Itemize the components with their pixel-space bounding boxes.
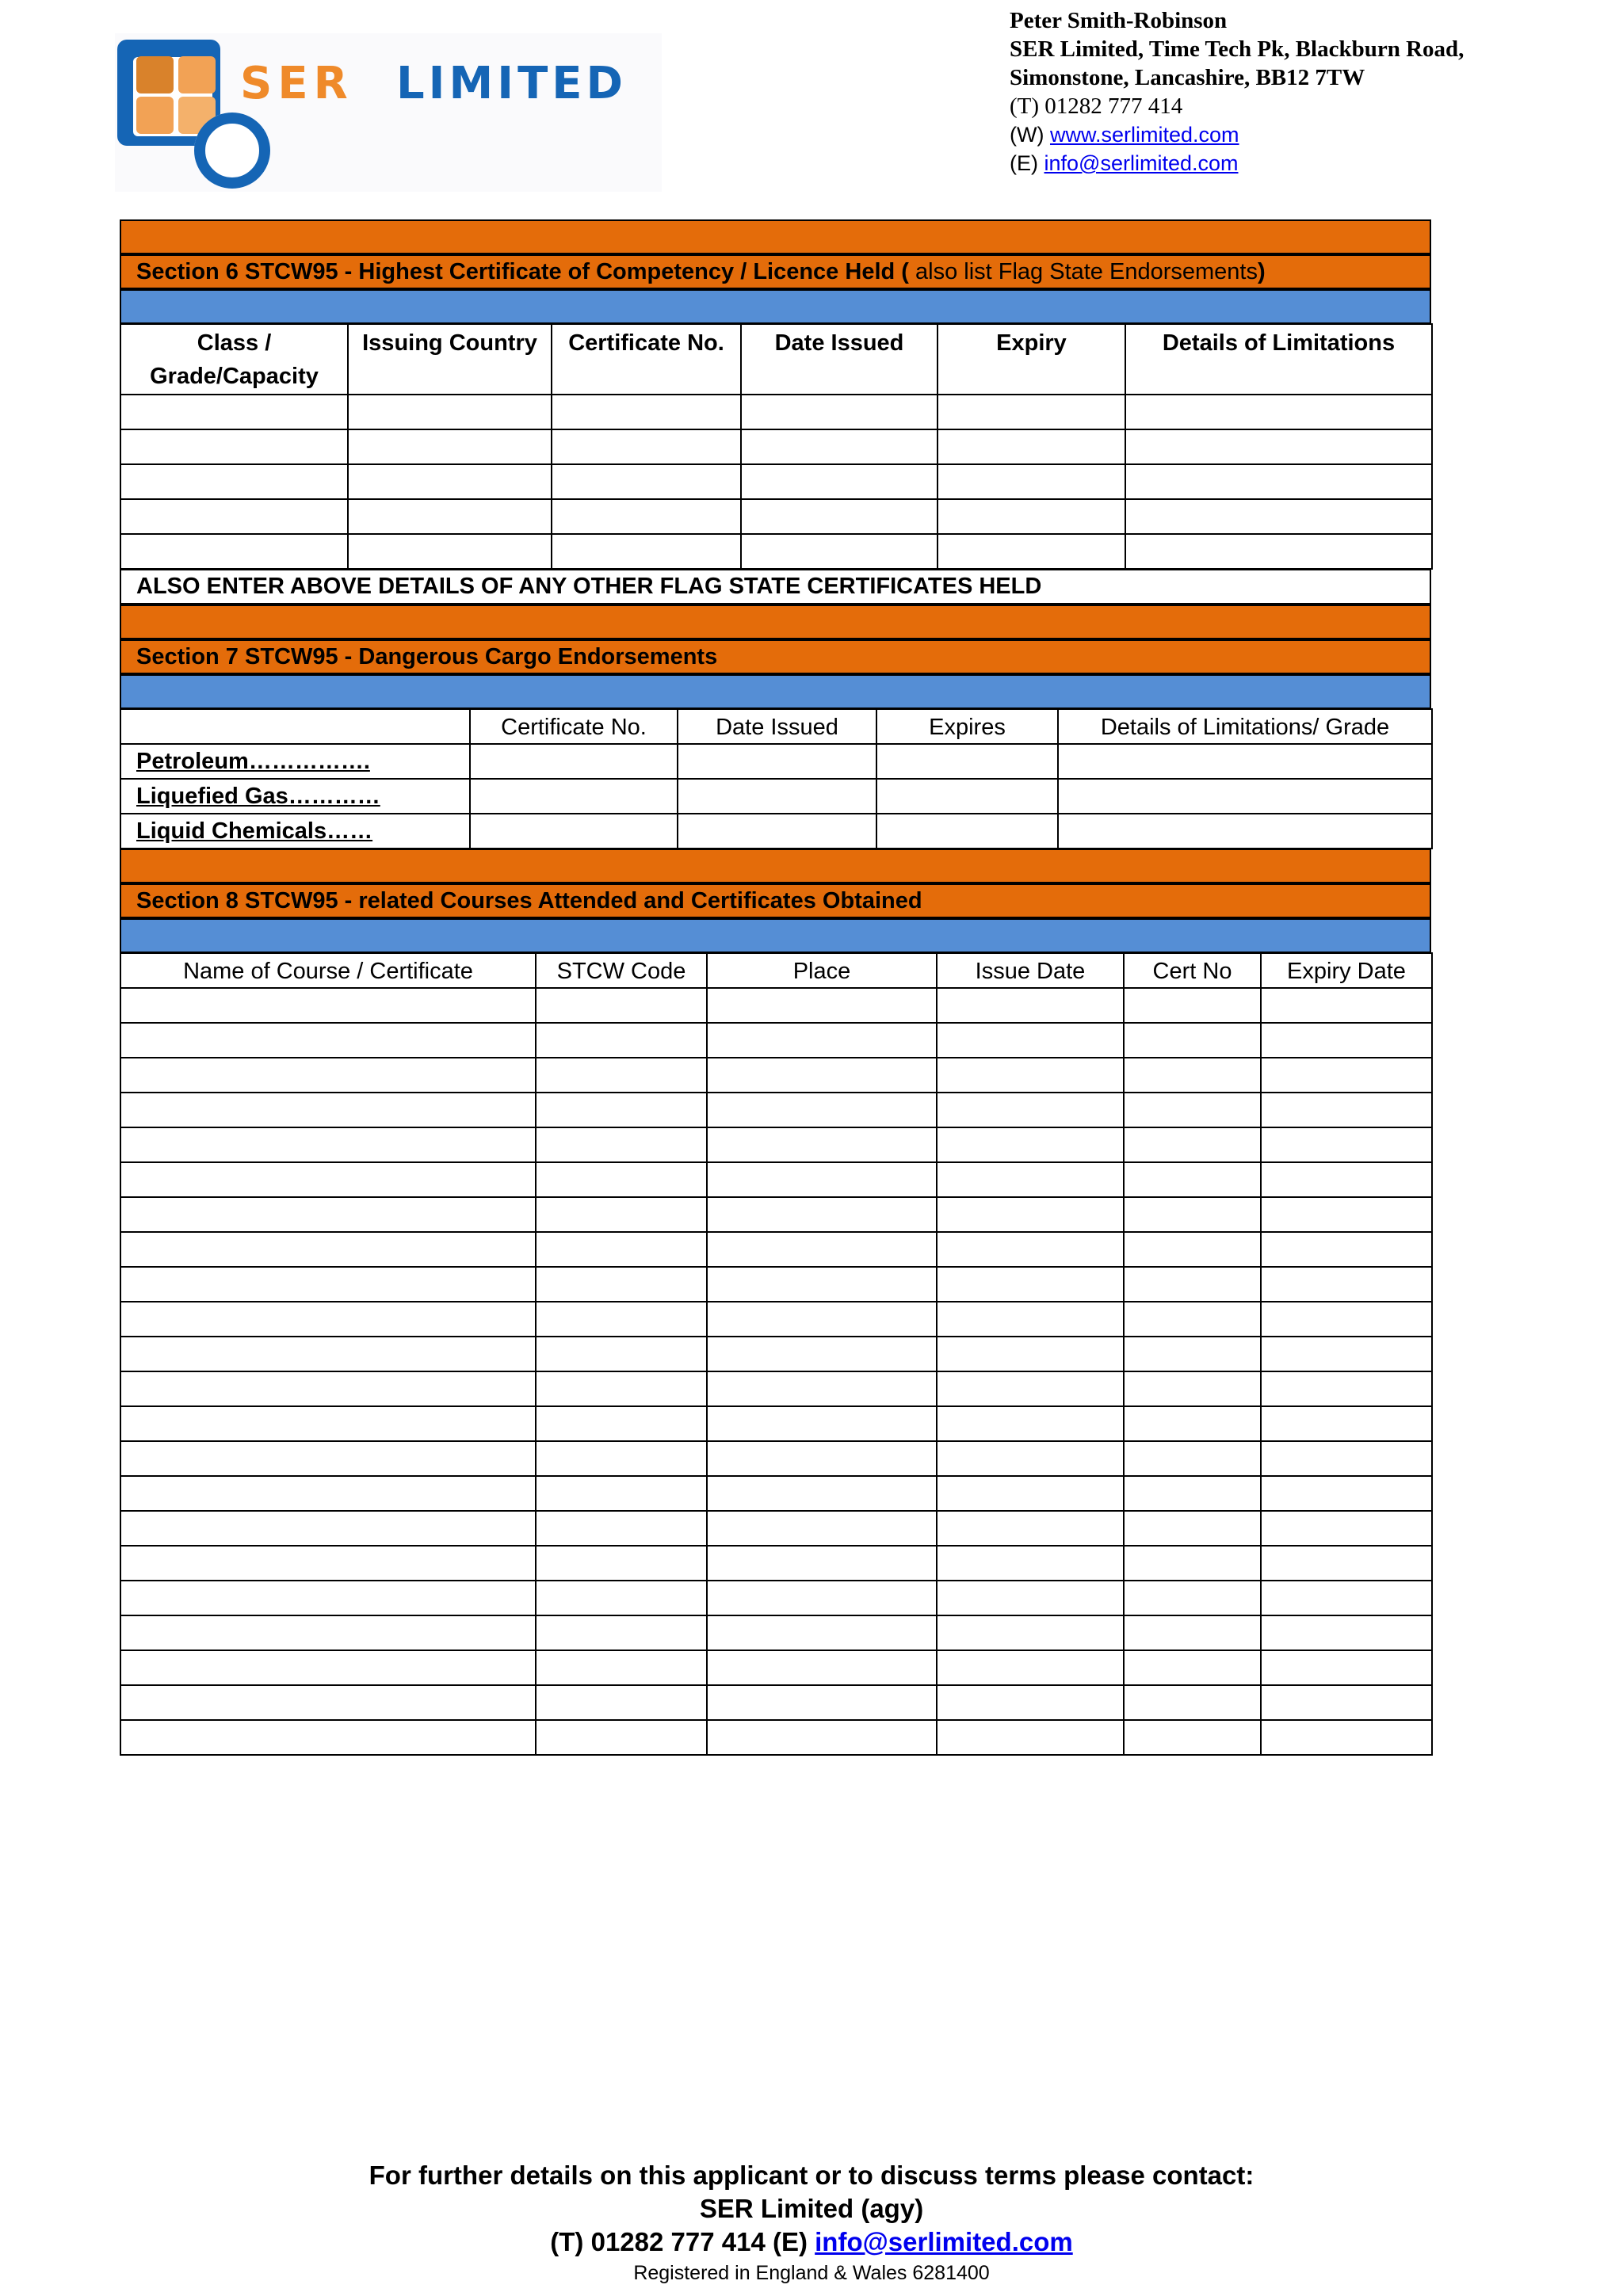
table-row xyxy=(120,1720,1432,1755)
table-row xyxy=(120,1406,1432,1441)
table-cell[interactable] xyxy=(876,744,1058,779)
table-cell[interactable] xyxy=(937,1232,1124,1267)
table-cell[interactable] xyxy=(707,1337,937,1371)
table-cell[interactable] xyxy=(678,779,876,814)
table-row xyxy=(120,1337,1432,1371)
table-cell[interactable] xyxy=(120,1511,536,1546)
row-label-liquid-chemicals: Liquid Chemicals…… xyxy=(120,814,470,849)
table-cell[interactable] xyxy=(120,1162,536,1197)
table-cell[interactable] xyxy=(741,395,938,429)
table-cell[interactable] xyxy=(1261,1476,1432,1511)
table-cell[interactable] xyxy=(741,464,938,499)
address-line-1: SER Limited, Time Tech Pk, Blackburn Road, xyxy=(1010,36,1465,62)
table-cell[interactable] xyxy=(937,1476,1124,1511)
table-cell[interactable] xyxy=(678,744,876,779)
table-cell[interactable] xyxy=(1124,1511,1261,1546)
table-cell[interactable] xyxy=(120,1093,536,1127)
col-certificate-no: Certificate No. xyxy=(552,324,741,395)
table-cell[interactable] xyxy=(120,1023,536,1058)
table-cell[interactable] xyxy=(1125,499,1432,534)
table-cell[interactable] xyxy=(1124,1476,1261,1511)
logo-word-ser: SER xyxy=(240,58,353,109)
table-cell[interactable] xyxy=(937,1058,1124,1093)
table-cell[interactable] xyxy=(536,1406,707,1441)
table-row xyxy=(120,534,1432,569)
table-cell[interactable] xyxy=(707,1371,937,1406)
table-cell[interactable] xyxy=(937,1546,1124,1581)
table-row xyxy=(120,1615,1432,1650)
table-cell[interactable] xyxy=(120,1337,536,1371)
table-cell[interactable] xyxy=(120,499,348,534)
table-row xyxy=(120,1650,1432,1685)
table-cell[interactable] xyxy=(120,1406,536,1441)
table-cell[interactable] xyxy=(1261,1581,1432,1615)
col-expiry: Expiry xyxy=(938,324,1125,395)
table-cell[interactable] xyxy=(120,1197,536,1232)
table-row xyxy=(120,1511,1432,1546)
table-cell[interactable] xyxy=(937,1685,1124,1720)
table-cell[interactable] xyxy=(707,1685,937,1720)
table-cell[interactable] xyxy=(937,1581,1124,1615)
col-course-name: Name of Course / Certificate xyxy=(120,953,536,988)
section7-header-row xyxy=(120,709,1432,744)
table-cell[interactable] xyxy=(707,1127,937,1162)
table-cell[interactable] xyxy=(470,744,678,779)
section8-title: Section 8 STCW95 - related Courses Attended and Certificates Obtained xyxy=(120,883,1431,918)
table-cell[interactable] xyxy=(120,1302,536,1337)
table-cell[interactable] xyxy=(536,1302,707,1337)
table-cell[interactable] xyxy=(536,1581,707,1615)
section6-note: ALSO ENTER ABOVE DETAILS OF ANY OTHER FLAG STATE CERTIFICATES HELD xyxy=(120,569,1431,605)
table-cell[interactable] xyxy=(120,1546,536,1581)
table-row xyxy=(120,1093,1432,1127)
table-cell[interactable] xyxy=(937,1511,1124,1546)
table-cell[interactable] xyxy=(707,1023,937,1058)
table-cell[interactable] xyxy=(1261,1232,1432,1267)
table-cell[interactable] xyxy=(536,1476,707,1511)
table-cell[interactable] xyxy=(1124,1302,1261,1337)
col-cargo-type xyxy=(120,709,470,744)
table-row xyxy=(120,1197,1432,1232)
table-cell[interactable] xyxy=(348,499,552,534)
table-cell[interactable] xyxy=(552,534,741,569)
section6-top-bar xyxy=(120,219,1431,254)
table-cell[interactable] xyxy=(1261,1023,1432,1058)
table-cell[interactable] xyxy=(552,464,741,499)
table-cell[interactable] xyxy=(120,429,348,464)
table-cell[interactable] xyxy=(1261,1406,1432,1441)
table-cell[interactable] xyxy=(120,1058,536,1093)
table-row xyxy=(120,395,1432,429)
table-row xyxy=(120,1162,1432,1197)
section7-table xyxy=(120,708,1433,849)
table-cell[interactable] xyxy=(536,1650,707,1685)
table-row xyxy=(120,1058,1432,1093)
table-row xyxy=(120,1581,1432,1615)
table-cell[interactable] xyxy=(937,1197,1124,1232)
table-cell[interactable] xyxy=(707,1720,937,1755)
table-cell[interactable] xyxy=(707,1267,937,1302)
table-cell[interactable] xyxy=(937,988,1124,1023)
table-cell[interactable] xyxy=(348,464,552,499)
section7-top-bar xyxy=(120,605,1431,639)
col-details-limitations-grade: Details of Limitations/ Grade xyxy=(1058,709,1432,744)
table-cell[interactable] xyxy=(741,429,938,464)
table-cell[interactable] xyxy=(1261,1441,1432,1476)
col-stcw-code: STCW Code xyxy=(536,953,707,988)
table-cell[interactable] xyxy=(1124,1093,1261,1127)
table-cell[interactable] xyxy=(937,1406,1124,1441)
table-cell[interactable] xyxy=(348,534,552,569)
logo-ring-icon xyxy=(194,113,270,189)
table-row xyxy=(120,499,1432,534)
table-cell[interactable] xyxy=(1124,1615,1261,1650)
table-cell[interactable] xyxy=(552,429,741,464)
table-cell[interactable] xyxy=(938,534,1125,569)
table-cell[interactable] xyxy=(536,1267,707,1302)
table-cell[interactable] xyxy=(120,988,536,1023)
table-cell[interactable] xyxy=(1261,1511,1432,1546)
email-link[interactable]: info@serlimited.com xyxy=(1044,151,1239,175)
table-cell[interactable] xyxy=(1124,1650,1261,1685)
table-cell[interactable] xyxy=(120,1615,536,1650)
section6-blue-bar xyxy=(120,289,1431,324)
footer-registration: Registered in England & Wales 6281400 xyxy=(633,2262,990,2284)
table-cell[interactable] xyxy=(707,1546,937,1581)
table-cell[interactable] xyxy=(120,1476,536,1511)
table-cell[interactable] xyxy=(707,1476,937,1511)
table-cell[interactable] xyxy=(120,1720,536,1755)
table-cell[interactable] xyxy=(1124,1371,1261,1406)
table-cell[interactable] xyxy=(1124,1058,1261,1093)
table-cell[interactable] xyxy=(937,1267,1124,1302)
table-cell[interactable] xyxy=(938,429,1125,464)
address-line-2: Simonstone, Lancashire, BB12 7TW xyxy=(1010,65,1365,90)
table-row xyxy=(120,814,1432,849)
section8-header-row xyxy=(120,953,1432,988)
email-line: (E) info@serlimited.com xyxy=(1010,151,1239,175)
table-cell[interactable] xyxy=(937,1093,1124,1127)
table-row xyxy=(120,429,1432,464)
table-cell[interactable] xyxy=(536,1720,707,1755)
table-row xyxy=(120,1023,1432,1058)
table-cell[interactable] xyxy=(1125,534,1432,569)
table-cell[interactable] xyxy=(536,1162,707,1197)
table-row xyxy=(120,1441,1432,1476)
table-row xyxy=(120,1476,1432,1511)
table-cell[interactable] xyxy=(536,1511,707,1546)
table-cell[interactable] xyxy=(1261,1337,1432,1371)
table-row xyxy=(120,464,1432,499)
table-cell[interactable] xyxy=(1124,1127,1261,1162)
table-cell[interactable] xyxy=(937,1127,1124,1162)
table-row xyxy=(120,1685,1432,1720)
footer-line-2: SER Limited (agy) xyxy=(699,2194,924,2223)
section6-header-row xyxy=(120,324,1432,395)
table-cell[interactable] xyxy=(1125,464,1432,499)
table-cell[interactable] xyxy=(707,1093,937,1127)
row-label-petroleum: Petroleum……………. xyxy=(120,744,470,779)
table-row xyxy=(120,1302,1432,1337)
table-cell[interactable] xyxy=(1261,1371,1432,1406)
table-cell[interactable] xyxy=(707,1058,937,1093)
table-cell[interactable] xyxy=(120,534,348,569)
table-cell[interactable] xyxy=(707,1441,937,1476)
table-row xyxy=(120,779,1432,814)
col-class-grade: Class / Grade/Capacity xyxy=(120,324,348,395)
table-cell[interactable] xyxy=(707,1232,937,1267)
footer-email-link[interactable]: info@serlimited.com xyxy=(815,2227,1073,2256)
table-cell[interactable] xyxy=(536,1371,707,1406)
table-cell[interactable] xyxy=(120,1581,536,1615)
table-cell[interactable] xyxy=(937,1337,1124,1371)
table-cell[interactable] xyxy=(937,1441,1124,1476)
table-cell[interactable] xyxy=(707,1197,937,1232)
table-cell[interactable] xyxy=(707,1302,937,1337)
table-cell[interactable] xyxy=(1124,1685,1261,1720)
table-cell[interactable] xyxy=(1124,1546,1261,1581)
table-cell[interactable] xyxy=(937,1720,1124,1755)
table-row xyxy=(120,988,1432,1023)
phone-number: 01282 777 414 xyxy=(1044,93,1183,119)
header-address xyxy=(1010,6,1464,177)
table-cell[interactable] xyxy=(536,1441,707,1476)
col-certificate-no: Certificate No. xyxy=(470,709,678,744)
table-cell[interactable] xyxy=(120,1371,536,1406)
table-cell[interactable] xyxy=(536,1127,707,1162)
table-cell[interactable] xyxy=(707,1162,937,1197)
section7-blue-bar xyxy=(120,674,1431,709)
col-expires: Expires xyxy=(876,709,1058,744)
col-date-issued: Date Issued xyxy=(741,324,938,395)
table-cell[interactable] xyxy=(536,1615,707,1650)
table-cell[interactable] xyxy=(1124,1406,1261,1441)
table-cell[interactable] xyxy=(536,1546,707,1581)
table-cell[interactable] xyxy=(1124,1581,1261,1615)
col-issuing-country: Issuing Country xyxy=(348,324,552,395)
section6-title: Section 6 STCW95 - Highest Certificate of Competency / Licence Held ( also list Flag State Endorsements) xyxy=(120,254,1431,289)
table-cell[interactable] xyxy=(938,395,1125,429)
table-cell[interactable] xyxy=(348,429,552,464)
table-cell[interactable] xyxy=(1124,988,1261,1023)
table-cell[interactable] xyxy=(536,1093,707,1127)
table-cell[interactable] xyxy=(876,814,1058,849)
footer-line-1: For further details on this applicant or to discuss terms please contact: xyxy=(369,2161,1254,2190)
table-cell[interactable] xyxy=(938,499,1125,534)
table-cell[interactable] xyxy=(1261,1093,1432,1127)
table-cell[interactable] xyxy=(1124,1197,1261,1232)
col-details-limitations: Details of Limitations xyxy=(1125,324,1432,395)
table-cell[interactable] xyxy=(1124,1023,1261,1058)
table-cell[interactable] xyxy=(1261,1302,1432,1337)
table-cell[interactable] xyxy=(348,395,552,429)
table-cell[interactable] xyxy=(1124,1162,1261,1197)
table-row xyxy=(120,1546,1432,1581)
table-row xyxy=(120,744,1432,779)
table-cell[interactable] xyxy=(1124,1337,1261,1371)
table-cell[interactable] xyxy=(937,1615,1124,1650)
table-cell[interactable] xyxy=(536,988,707,1023)
table-cell[interactable] xyxy=(536,1197,707,1232)
section7-title: Section 7 STCW95 - Dangerous Cargo Endorsements xyxy=(120,639,1431,674)
table-cell[interactable] xyxy=(678,814,876,849)
table-cell[interactable] xyxy=(707,1615,937,1650)
table-cell[interactable] xyxy=(876,779,1058,814)
table-cell[interactable] xyxy=(552,499,741,534)
table-cell[interactable] xyxy=(937,1371,1124,1406)
table-row xyxy=(120,1232,1432,1267)
table-cell[interactable] xyxy=(536,1685,707,1720)
col-cert-no: Cert No xyxy=(1124,953,1261,988)
table-cell[interactable] xyxy=(120,1650,536,1685)
col-expiry-date: Expiry Date xyxy=(1261,953,1432,988)
table-cell[interactable] xyxy=(1058,814,1432,849)
table-cell[interactable] xyxy=(120,1267,536,1302)
table-cell[interactable] xyxy=(1124,1232,1261,1267)
table-cell[interactable] xyxy=(120,464,348,499)
footer xyxy=(0,2159,1623,2287)
table-cell[interactable] xyxy=(1124,1267,1261,1302)
col-place: Place xyxy=(707,953,937,988)
table-cell[interactable] xyxy=(1261,1127,1432,1162)
table-cell[interactable] xyxy=(1058,744,1432,779)
table-cell[interactable] xyxy=(120,1127,536,1162)
table-cell[interactable] xyxy=(1261,1650,1432,1685)
col-issue-date: Issue Date xyxy=(937,953,1124,988)
table-cell[interactable] xyxy=(1261,1720,1432,1755)
section6-table xyxy=(120,323,1433,570)
table-row xyxy=(120,1371,1432,1406)
table-cell[interactable] xyxy=(1261,1162,1432,1197)
table-cell[interactable] xyxy=(536,1023,707,1058)
table-cell[interactable] xyxy=(1125,395,1432,429)
logo-word-limited: LIMITED xyxy=(396,58,628,109)
table-cell[interactable] xyxy=(707,1650,937,1685)
table-cell[interactable] xyxy=(1261,1197,1432,1232)
table-cell[interactable] xyxy=(1124,1441,1261,1476)
table-cell[interactable] xyxy=(707,1406,937,1441)
table-cell[interactable] xyxy=(1261,988,1432,1023)
table-cell[interactable] xyxy=(937,1162,1124,1197)
table-cell[interactable] xyxy=(1058,779,1432,814)
table-cell[interactable] xyxy=(741,499,938,534)
table-cell[interactable] xyxy=(120,1232,536,1267)
table-cell[interactable] xyxy=(937,1302,1124,1337)
table-cell[interactable] xyxy=(552,395,741,429)
footer-line-3: (T) 01282 777 414 (E) info@serlimited.com xyxy=(550,2227,1073,2256)
phone-line: (T) 01282 777 414 xyxy=(1010,93,1183,119)
table-cell[interactable] xyxy=(120,395,348,429)
website-link[interactable]: www.serlimited.com xyxy=(1049,123,1239,147)
web-line: (W) www.serlimited.com xyxy=(1010,123,1239,147)
table-cell[interactable] xyxy=(707,1581,937,1615)
table-cell[interactable] xyxy=(470,779,678,814)
company-logo xyxy=(115,33,662,192)
contact-name: Peter Smith-Robinson xyxy=(1010,8,1228,33)
table-row xyxy=(120,1267,1432,1302)
table-cell[interactable] xyxy=(1261,1546,1432,1581)
table-cell[interactable] xyxy=(707,988,937,1023)
table-cell[interactable] xyxy=(1124,1720,1261,1755)
table-cell[interactable] xyxy=(470,814,678,849)
table-cell[interactable] xyxy=(707,1511,937,1546)
col-date-issued: Date Issued xyxy=(678,709,876,744)
table-cell[interactable] xyxy=(1261,1058,1432,1093)
table-cell[interactable] xyxy=(536,1058,707,1093)
table-cell[interactable] xyxy=(120,1441,536,1476)
table-cell[interactable] xyxy=(1261,1267,1432,1302)
table-cell[interactable] xyxy=(741,534,938,569)
section8-table xyxy=(120,952,1433,1756)
table-cell[interactable] xyxy=(536,1232,707,1267)
section8-top-bar xyxy=(120,849,1431,883)
table-cell[interactable] xyxy=(938,464,1125,499)
table-row xyxy=(120,1127,1432,1162)
table-cell[interactable] xyxy=(1125,429,1432,464)
table-cell[interactable] xyxy=(536,1337,707,1371)
table-cell[interactable] xyxy=(937,1023,1124,1058)
section8-blue-bar xyxy=(120,918,1431,953)
table-cell[interactable] xyxy=(120,1685,536,1720)
table-cell[interactable] xyxy=(1261,1685,1432,1720)
row-label-liquefied-gas: Liquefied Gas………… xyxy=(120,779,470,814)
table-cell[interactable] xyxy=(1261,1615,1432,1650)
table-cell[interactable] xyxy=(937,1650,1124,1685)
